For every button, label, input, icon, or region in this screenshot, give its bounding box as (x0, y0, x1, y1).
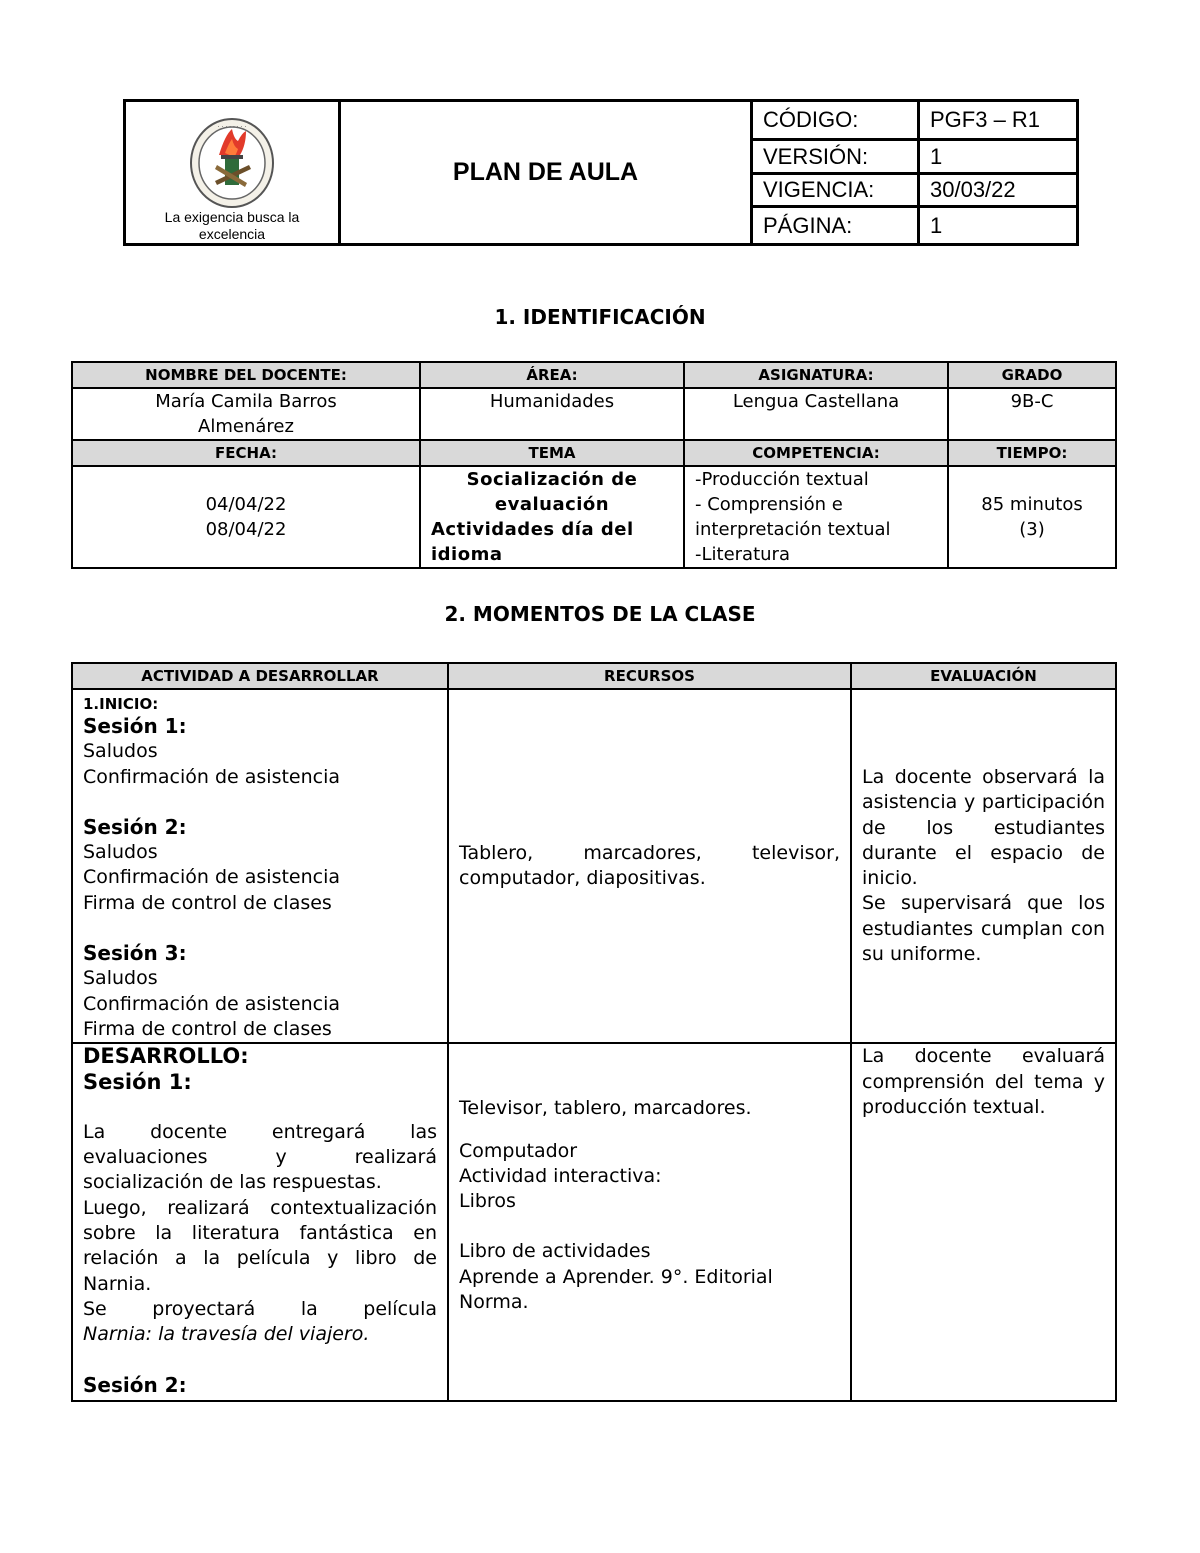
session-2-title: Sesión 2: (83, 814, 187, 839)
desarrollo-evaluation-text: La docente evaluará comprensión del tema y producción textual. (862, 1045, 1105, 1118)
page-value: 1 (919, 207, 1078, 245)
activity-line: Confirmación de asistencia (83, 765, 341, 788)
competency-line: -Literatura (695, 544, 790, 565)
resources-line: Computador (459, 1139, 578, 1162)
resources-line: Libro de actividades (459, 1240, 651, 1263)
identification-header-row-2 (72, 440, 1116, 466)
activity-line: Saludos (83, 740, 158, 763)
document-header (123, 99, 1079, 246)
moments-table (71, 662, 1117, 1402)
topic-header: TEMA (420, 440, 684, 466)
identification-header-row (72, 362, 1116, 388)
topic-line: Socialización de (466, 469, 638, 490)
desarrollo-evaluation (851, 1043, 1116, 1401)
time-line: (3) (1019, 519, 1045, 540)
identification-values-row (72, 388, 1116, 440)
activity-line: Saludos (83, 967, 158, 990)
code-value: PGF3 – R1 (919, 101, 1078, 140)
time-header: TIEMPO: (948, 440, 1116, 466)
inicio-resources (448, 689, 851, 1043)
activity-line: Confirmación de asistencia (83, 866, 341, 889)
logo-cell (125, 101, 340, 245)
desarrollo-row (72, 1043, 1116, 1401)
grade-value: 9B-C (948, 388, 1116, 440)
svg-text:· · · · · · · ·: · · · · · · · · (217, 124, 247, 131)
topic-line: idioma (431, 544, 503, 565)
desarrollo-resources (448, 1043, 851, 1401)
desarrollo-label: DESARROLLO: (83, 1044, 249, 1069)
page-label: PÁGINA: (752, 207, 919, 245)
school-seal-icon (189, 117, 275, 209)
activity-header: ACTIVIDAD A DESARROLLAR (72, 663, 448, 689)
topic-line: Actividades día del (431, 519, 634, 540)
dates-value (72, 466, 420, 568)
section-identification-title: 1. IDENTIFICACIÓN (494, 305, 706, 329)
competency-line: - Comprensión e (695, 494, 843, 515)
competencies-value (684, 466, 948, 568)
inicio-evaluation-text: La docente observará la asistencia y participación de los estudiantes durante el espacio de inicio. (862, 765, 1105, 890)
section-moments-title: 2. MOMENTOS DE LA CLASE (444, 602, 756, 626)
session-3-title: Sesión 3: (83, 941, 187, 966)
teacher-name (72, 388, 420, 440)
document-title: PLAN DE AULA (340, 101, 752, 245)
inicio-evaluation (851, 689, 1116, 1043)
time-line: 85 minutos (981, 494, 1083, 515)
validity-label: VIGENCIA: (752, 174, 919, 207)
activity-paragraph: Se proyectará la película (83, 1297, 437, 1320)
teacher-name-line: Almenárez (198, 416, 294, 437)
area-header: ÁREA: (420, 362, 684, 388)
competency-line: -Producción textual (695, 469, 869, 490)
activity-line: Firma de control de clases (83, 1017, 332, 1040)
resources-line: Aprende a Aprender. 9°. Editorial Norma. (459, 1265, 773, 1314)
time-value (948, 466, 1116, 568)
date-line: 04/04/22 (205, 494, 287, 515)
validity-value: 30/03/22 (919, 174, 1078, 207)
subject-value: Lengua Castellana (684, 388, 948, 440)
school-motto: La exigencia busca la excelencia (164, 209, 300, 242)
version-value: 1 (919, 140, 1078, 174)
competency-header: COMPETENCIA: (684, 440, 948, 466)
activity-line: Firma de control de clases (83, 891, 332, 914)
session-2-title: Sesión 2: (83, 1372, 187, 1397)
activity-line: Confirmación de asistencia (83, 992, 341, 1015)
code-label: CÓDIGO: (752, 101, 919, 140)
teacher-header: NOMBRE DEL DOCENTE: (72, 362, 420, 388)
date-header: FECHA: (72, 440, 420, 466)
resources-header: RECURSOS (448, 663, 851, 689)
activity-line: Saludos (83, 841, 158, 864)
desarrollo-activity (72, 1043, 448, 1401)
activity-paragraph: La docente entregará las evaluaciones y realizará socialización de las respuestas. (83, 1120, 437, 1194)
resources-line: Libros (459, 1190, 516, 1213)
identification-values-row-2 (72, 466, 1116, 568)
inicio-row (72, 689, 1116, 1043)
inicio-evaluation-text: Se supervisará que los estudiantes cumplan con su uniforme. (862, 892, 1105, 966)
grade-header: GRADO (948, 362, 1116, 388)
moments-header-row (72, 663, 1116, 689)
topic-value (420, 466, 684, 568)
session-1-title: Sesión 1: (83, 714, 187, 738)
subject-header: ASIGNATURA: (684, 362, 948, 388)
topic-line: evaluación (494, 494, 610, 515)
area-value: Humanidades (420, 388, 684, 440)
activity-paragraph: Luego, realizará contextualización sobre la literatura fantástica en relación a la película y libro de Narnia. (83, 1196, 437, 1295)
inicio-label: 1.INICIO: (83, 695, 159, 713)
identification-table (71, 361, 1117, 569)
competency-line: interpretación textual (695, 519, 891, 540)
inicio-activity (72, 689, 448, 1043)
resources-line: Televisor, tablero, marcadores. (459, 1097, 752, 1120)
version-label: VERSIÓN: (752, 140, 919, 174)
inicio-resources-text: Tablero, marcadores, televisor, computador, diapositivas. (459, 841, 840, 890)
session-1-title: Sesión 1: (83, 1069, 192, 1094)
teacher-name-line: María Camila Barros (155, 391, 337, 412)
movie-title: Narnia: la travesía del viajero. (83, 1323, 370, 1346)
resources-line: Actividad interactiva: (459, 1164, 662, 1187)
evaluation-header: EVALUACIÓN (851, 663, 1116, 689)
date-line: 08/04/22 (205, 519, 287, 540)
